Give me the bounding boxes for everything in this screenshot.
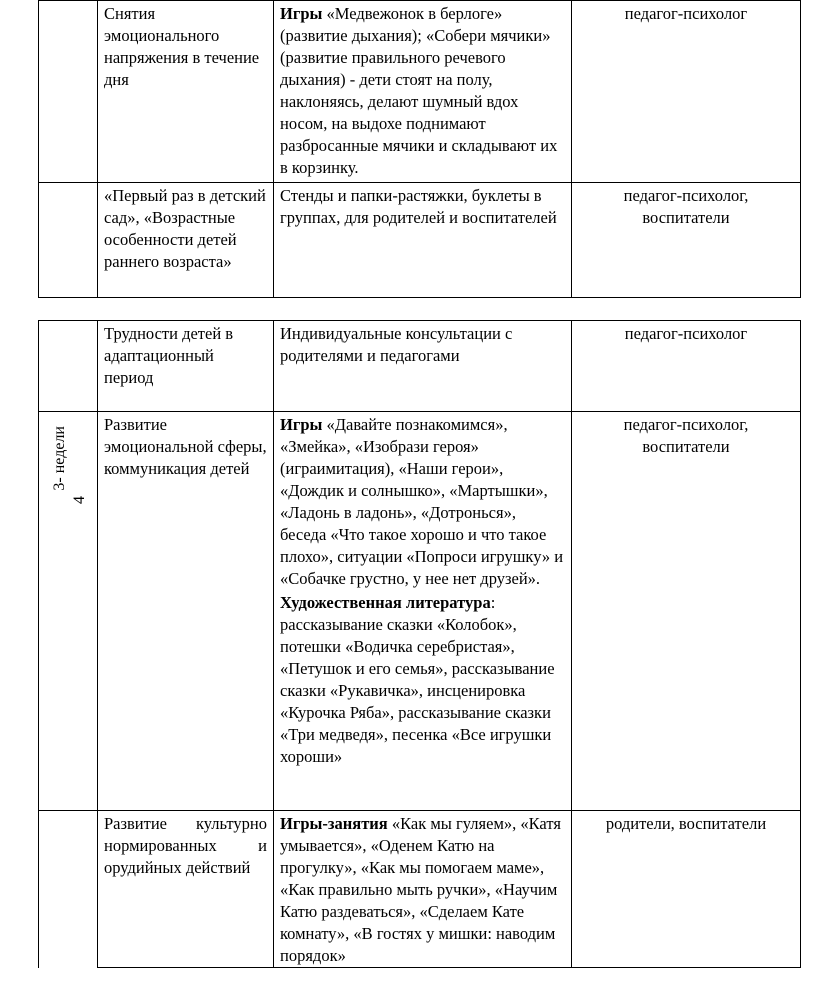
responsible-cell: родители, воспитатели [572, 811, 801, 968]
week-cell [39, 183, 98, 298]
content-text: «Давайте познакомимся», «Змейка», «Изобрази героя» (играимитация), «Наши герои», «Дождик и солнышко», «Мартышки», «Ладонь в ладонь», «Дотронься», беседа «Что такое хорошо и что такое плохо», ситуации «Попроси игрушку» и «Собачке грустно, у нее нет друзей». [280, 415, 564, 588]
content-cell [274, 321, 572, 412]
week-cell [39, 811, 98, 968]
table-row [39, 412, 801, 811]
topic-cell: Снятия эмоционального напряжения в течение дня [98, 1, 274, 183]
activity-table-1 [38, 0, 801, 298]
responsible-cell: педагог-психолог, воспитатели [572, 412, 801, 811]
table-row [39, 183, 801, 298]
content-text: Стенды и папки-растяжки, буклеты в группах, для родителей и воспитателей [280, 186, 557, 227]
content-cell [274, 412, 572, 811]
topic-cell: «Первый раз в детский сад», «Возрастные особенности детей раннего возраста» [98, 183, 274, 298]
content-cell [274, 183, 572, 298]
responsible-cell: педагог-психолог, воспитатели [572, 183, 801, 298]
table-row [39, 321, 801, 412]
literature-paragraph [280, 592, 565, 768]
content-cell [274, 811, 572, 968]
topic-cell: Развитие эмоциональной сферы, коммуникация детей [98, 412, 274, 811]
content-cell [274, 1, 572, 183]
topic-cell: Развитие культурно нормированных и орудийных действий [98, 811, 274, 968]
content-text: Индивидуальные консультации с родителями и педагогами [280, 324, 513, 365]
responsible-cell: педагог-психолог [572, 1, 801, 183]
content2-text: : рассказывание сказки «Колобок», потешки «Водичка серебристая», «Петушок и его семья», рассказывание сказки «Рукавичка», инсценировка «Курочка Ряба», рассказывание сказки «Три медведя», песенка «Все игрушки хороши» [280, 593, 555, 766]
week-number: 4 [71, 496, 88, 504]
content-bold: Игры [280, 415, 323, 434]
week-label: 3- недели [51, 426, 68, 491]
week-cell [39, 321, 98, 412]
week-cell [39, 1, 98, 183]
content-bold: Игры [280, 4, 323, 23]
content-bold: Игры-занятия [280, 814, 388, 833]
content-text: «Медвежонок в берлоге» (развитие дыхания); «Собери мячики» (развитие правильного речевого дыхания) - дети стоят на полу, наклоняясь, делают шумный вдох носом, на выдохе поднимают разбросанные мячики и складывают их в корзинку. [280, 4, 558, 177]
activity-table-2 [38, 320, 801, 968]
content2-bold: Художественная литература [280, 593, 491, 612]
responsible-cell: педагог-психолог [572, 321, 801, 412]
topic-cell: Трудности детей в адаптационный период [98, 321, 274, 412]
games-paragraph [280, 414, 565, 590]
content-text: «Как мы гуляем», «Катя умывается», «Оденем Катю на прогулку», «Как мы помогаем маме», «Как правильно мыть ручки», «Научим Катю раздеваться», «Сделаем Кате комнату», «В гостях у мишки: наводим порядок» [280, 814, 561, 965]
week-cell [39, 412, 98, 811]
table-row [39, 1, 801, 183]
table-row [39, 811, 801, 968]
